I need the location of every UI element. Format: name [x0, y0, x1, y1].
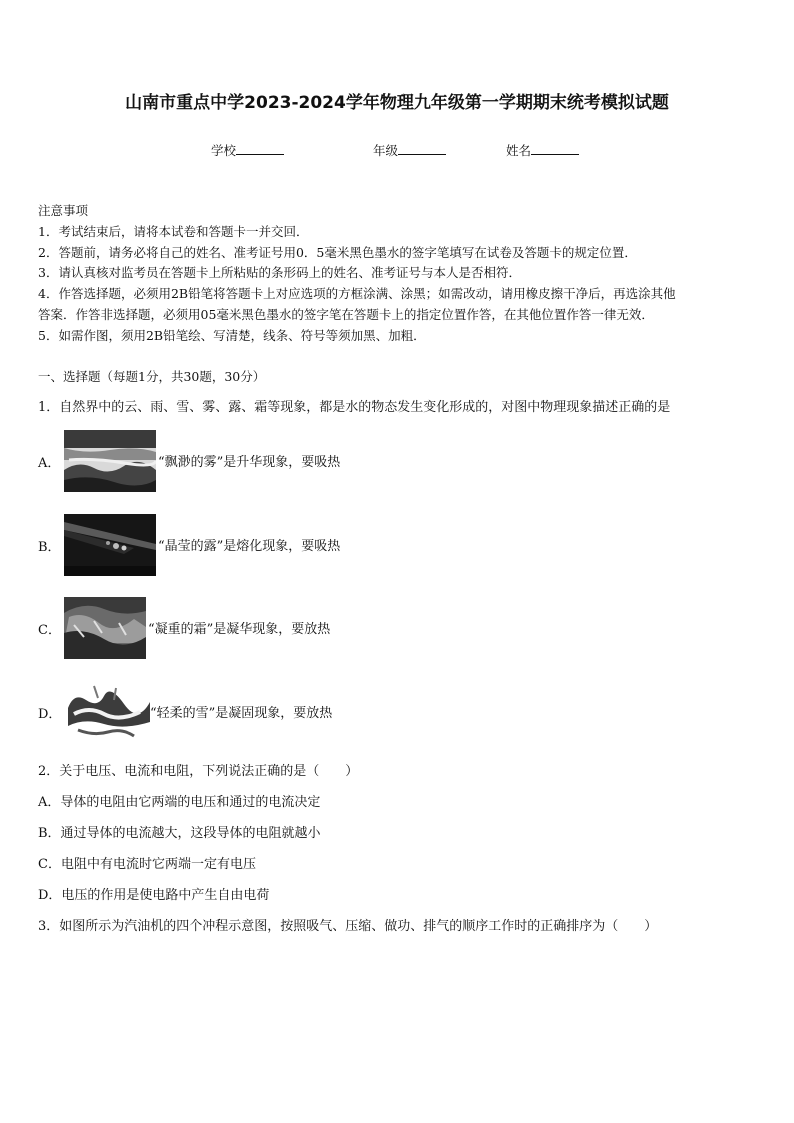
question-2-option-a[interactable]: A．导体的电阻由它两端的电压和通过的电流决定: [38, 795, 321, 810]
grade-blank: [398, 141, 446, 155]
option-letter: C．: [38, 623, 61, 638]
question-1-option-c[interactable]: [38, 597, 438, 661]
snow-photo: [64, 678, 154, 744]
question-2-option-c[interactable]: C．电阻中有电流时它两端一定有电压: [38, 857, 256, 872]
frost-photo: [64, 597, 146, 659]
school-label: 学校: [211, 143, 237, 158]
student-info-row: [0, 141, 794, 161]
question-1-option-b[interactable]: [38, 514, 438, 578]
notice-line: 2．答题前，请务必将自己的姓名、准考证号用0．5毫米黑色墨水的签字笔填写在试卷及答题卡的规定位置．: [38, 244, 637, 260]
dew-photo: [64, 514, 156, 576]
school-blank: [236, 141, 284, 155]
notice-line: 5．如需作图，须用2B铅笔绘、写清楚，线条、符号等须加黑、加粗．: [38, 327, 426, 343]
school-field: [211, 141, 284, 159]
question-2-option-d[interactable]: D．电压的作用是使电路中产生自由电荷: [38, 888, 270, 903]
option-letter: B．: [38, 540, 61, 555]
exam-title: 山南市重点中学2023-2024学年物理九年级第一学期期末统考模拟试题: [125, 93, 669, 113]
option-letter: D．: [38, 707, 62, 722]
question-1-stem: 1．自然界中的云、雨、雪、雾、露、霜等现象，都是水的物态发生变化形成的，对图中物理现象描述正确的是: [38, 400, 671, 415]
notice-line: 1．考试结束后，请将本试卷和答题卡一并交回．: [38, 223, 309, 239]
name-blank: [531, 141, 579, 155]
notice-block: [38, 201, 758, 347]
option-letter: A．: [38, 456, 61, 471]
question-1-option-d[interactable]: [38, 678, 438, 742]
notice-line: 3．请认真核对监考员在答题卡上所粘贴的条形码上的姓名、准考证号与本人是否相符．: [38, 265, 521, 281]
section-title: 一、选择题（每题1分，共30题，30分）: [38, 369, 266, 384]
question-2-option-b[interactable]: B．通过导体的电流越大，这段导体的电阻就越小: [38, 826, 321, 841]
question-3-stem: 3．如图所示为汽油机的四个冲程示意图，按照吸气、压缩、做功、排气的顺序工作时的正确排序为（ ）: [38, 919, 658, 934]
name-label: 姓名: [506, 143, 532, 158]
notice-line: 答案．作答非选择题，必须用05毫米黑色墨水的签字笔在答题卡上的指定位置作答，在其他位置作答一律无效．: [38, 306, 654, 322]
notice-heading: 注意事项: [38, 203, 89, 218]
grade-field: [373, 141, 446, 159]
notice-line: 4．作答选择题，必须用2B铅笔将答题卡上对应选项的方框涂满、涂黑；如需改动，请用橡皮擦干净后，再选涂其他: [38, 286, 676, 302]
question-1-option-a[interactable]: [38, 430, 438, 494]
fog-photo: [64, 430, 156, 492]
option-text: “晶莹的露”是熔化现象，要吸热: [158, 539, 341, 554]
grade-label: 年级: [373, 143, 399, 158]
option-text: “飘渺的雾”是升华现象，要吸热: [158, 455, 341, 470]
option-text: “凝重的霜”是凝华现象，要放热: [148, 622, 331, 637]
name-field: [506, 141, 579, 159]
question-2-stem: 2．关于电压、电流和电阻，下列说法正确的是（ ）: [38, 764, 359, 779]
option-text: “轻柔的雪”是凝固现象，要放热: [150, 706, 333, 721]
